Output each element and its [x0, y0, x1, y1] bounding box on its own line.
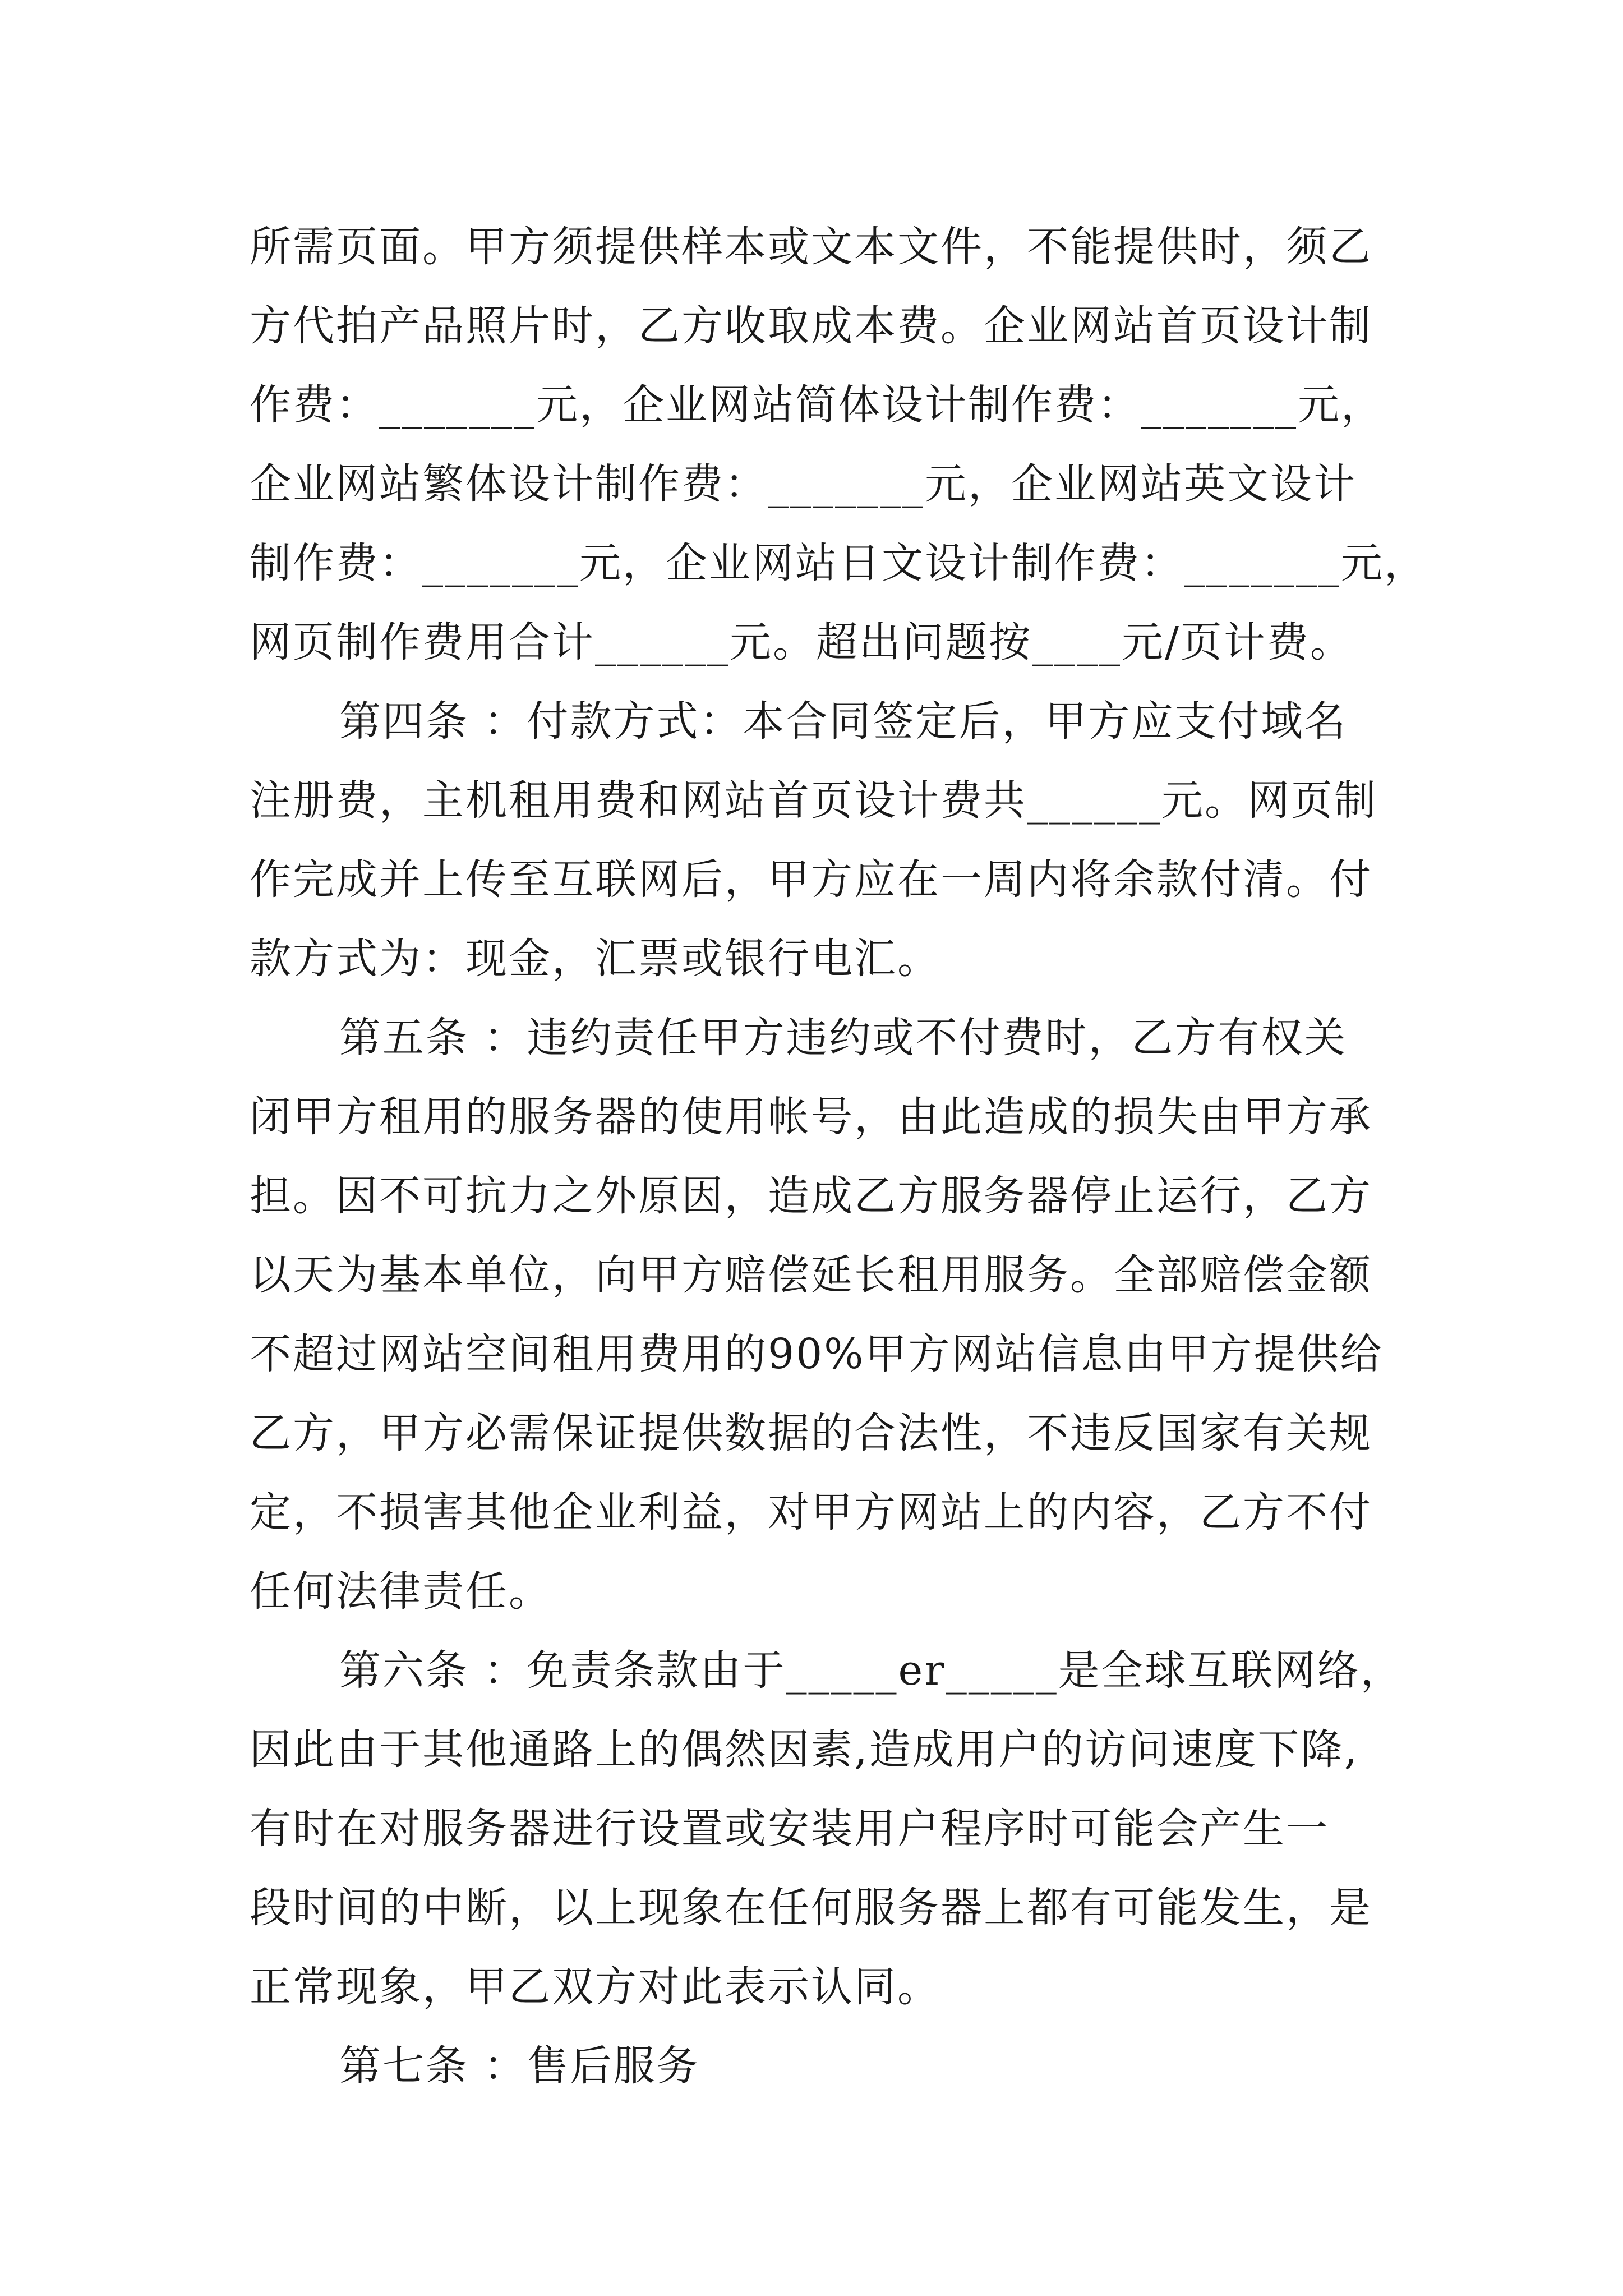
text-line: 有时在对服务器进行设置或安装用户程序时可能会产生一	[250, 1805, 1329, 1853]
text-line: 款方式为：现金，汇票或银行电汇。	[250, 935, 940, 983]
text-line: 作费：_______元，企业网站简体设计制作费：_______元，	[250, 381, 1384, 429]
text-line: 闭甲方租用的服务器的使用帐号，由此造成的损失由甲方承	[250, 1093, 1372, 1141]
text-line: 担。因不可抗力之外原因，造成乙方服务器停止运行，乙方	[250, 1172, 1372, 1220]
text-line: 所需页面。甲方须提供样本或文本文件，不能提供时，须乙	[250, 223, 1372, 271]
text-line: 因此由于其他通路上的偶然因素,造成用户的访问速度下降,	[250, 1726, 1359, 1774]
text-line: 正常现象，甲乙双方对此表示认同。	[250, 1963, 940, 2011]
document-body	[250, 208, 1427, 2106]
text-line: 以天为基本单位，向甲方赔偿延长租用服务。全部赔偿金额	[250, 1251, 1372, 1299]
text-line: 制作费：_______元，企业网站日文设计制作费：_______元，	[250, 539, 1427, 587]
text-line: 网页制作费用合计______元。超出问题按____元/页计费。	[250, 618, 1353, 666]
para-clause-3-continued	[250, 208, 1427, 682]
text-line: 作完成并上传至互联网后，甲方应在一周内将余款付清。付	[250, 855, 1372, 904]
clause-heading-line: 第七条 ：售后服务	[339, 2042, 700, 2090]
text-line: 乙方，甲方必需保证提供数据的合法性，不违反国家有关规	[250, 1409, 1372, 1457]
text-line: 任何法律责任。	[250, 1567, 552, 1616]
text-line: 方代拍产品照片时，乙方收取成本费。企业网站首页设计制	[250, 302, 1372, 350]
para-clause-4	[250, 682, 1388, 999]
clause-heading-line: 第六条 ：免责条款由于_____er_____是全球互联网络，	[339, 1646, 1404, 1695]
clause-heading-line: 第五条 ：违约责任甲方违约或不付费时，乙方有权关	[339, 1014, 1348, 1062]
text-line: 段时间的中断，以上现象在任何服务器上都有可能发生，是	[250, 1884, 1372, 1932]
para-clause-7	[250, 2027, 1388, 2106]
clause-heading-line: 第四条 ：付款方式：本合同签定后，甲方应支付域名	[339, 697, 1348, 746]
para-clause-6	[250, 1631, 1404, 2027]
para-clause-5	[250, 999, 1388, 1631]
text-line: 注册费，主机租用费和网站首页设计费共______元。网页制	[250, 776, 1377, 825]
text-line: 企业网站繁体设计制作费：_______元，企业网站英文设计	[250, 460, 1357, 508]
text-line: 定，不损害其他企业利益，对甲方网站上的内容，乙方不付	[250, 1488, 1372, 1536]
text-line: 不超过网站空间租用费用的90%甲方网站信息由甲方提供给	[250, 1330, 1384, 1378]
